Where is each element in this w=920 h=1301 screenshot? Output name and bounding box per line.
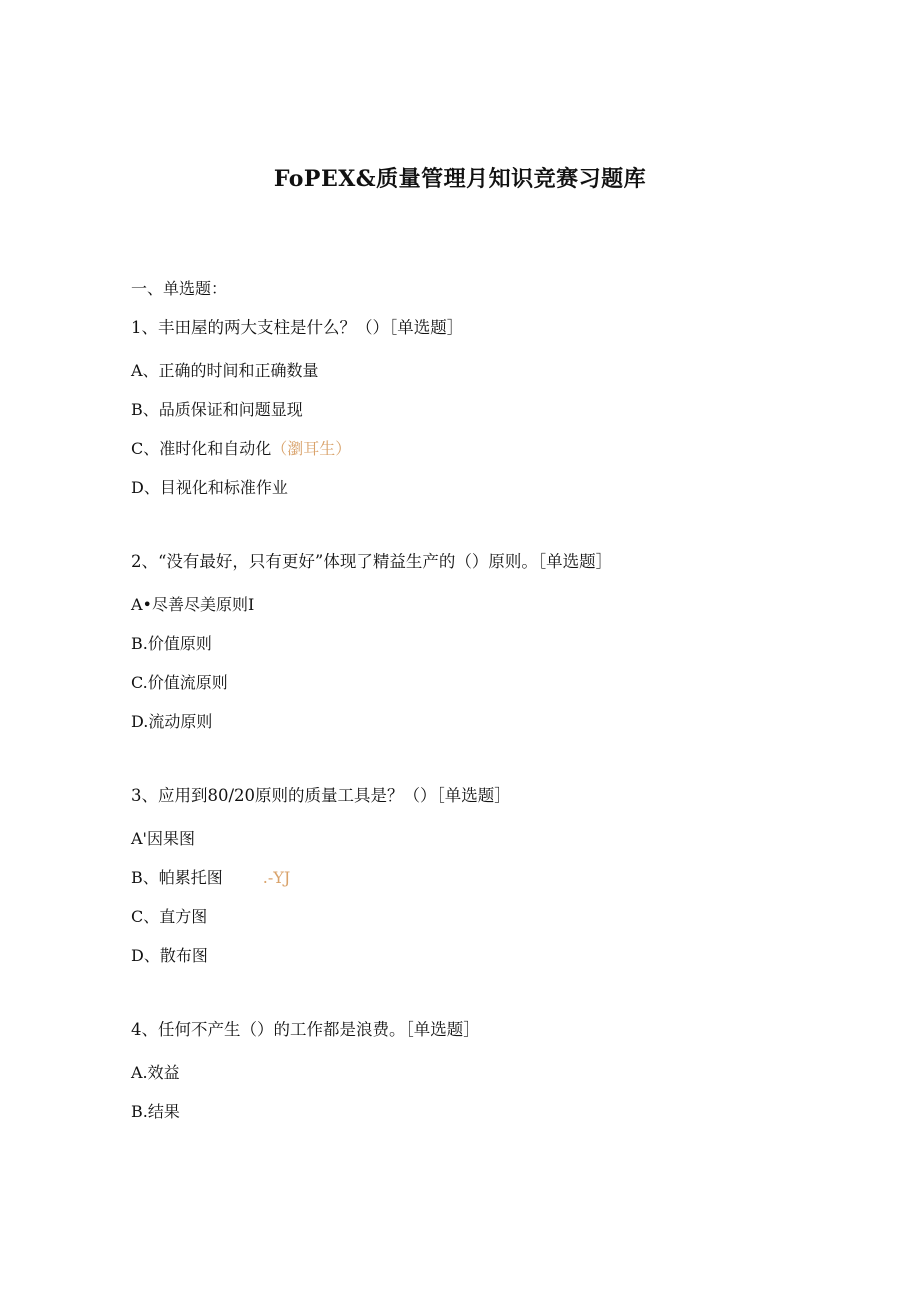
question-4-stem: 4、任何不产生（）的工作都是浪费。［单选题］ xyxy=(131,1020,480,1039)
question-2-option-c: C.价值流原则 xyxy=(131,673,228,692)
question-3-option-a: A'因果图 xyxy=(131,829,195,848)
question-2-option-b: B.价值原则 xyxy=(131,634,212,653)
section-heading: 一、单选题： xyxy=(131,279,228,298)
question-1-option-a: A、正确的时间和正确数量 xyxy=(131,361,319,380)
question-2-option-d: D.流动原则 xyxy=(131,712,213,731)
question-4-option-a: A.效益 xyxy=(131,1063,180,1082)
document-title: FoPEX&质量管理月知识竞赛习题库 xyxy=(273,166,647,192)
question-3-option-b xyxy=(131,865,290,888)
question-2-stem: 2、“没有最好，只有更好”体现了精益生产的（）原则。［单选题］ xyxy=(131,552,613,571)
question-1-option-d: D、目视化和标准作业 xyxy=(131,478,288,497)
question-2-option-a: A•尽善尽美原则I xyxy=(131,595,255,614)
question-1-option-c-text: C、准时化和自动化 xyxy=(131,439,272,458)
question-1-option-c xyxy=(131,436,351,459)
handwritten-annotation: .-YJ xyxy=(262,868,291,887)
question-3-option-c: C、直方图 xyxy=(131,907,208,926)
question-3-option-d: D、散布图 xyxy=(131,946,208,965)
question-1-stem: 1、丰田屋的两大支柱是什么？（）［单选题］ xyxy=(131,318,464,337)
question-1-option-b: B、品质保证和问题显现 xyxy=(131,400,303,419)
question-3-stem: 3、应用到80/20原则的质量工具是？（）［单选题］ xyxy=(131,786,511,805)
question-4-option-b: B.结果 xyxy=(131,1102,180,1121)
handwritten-annotation: （瀏耳生） xyxy=(271,439,352,458)
question-3-option-b-text: B、帕累托图 xyxy=(131,868,223,887)
